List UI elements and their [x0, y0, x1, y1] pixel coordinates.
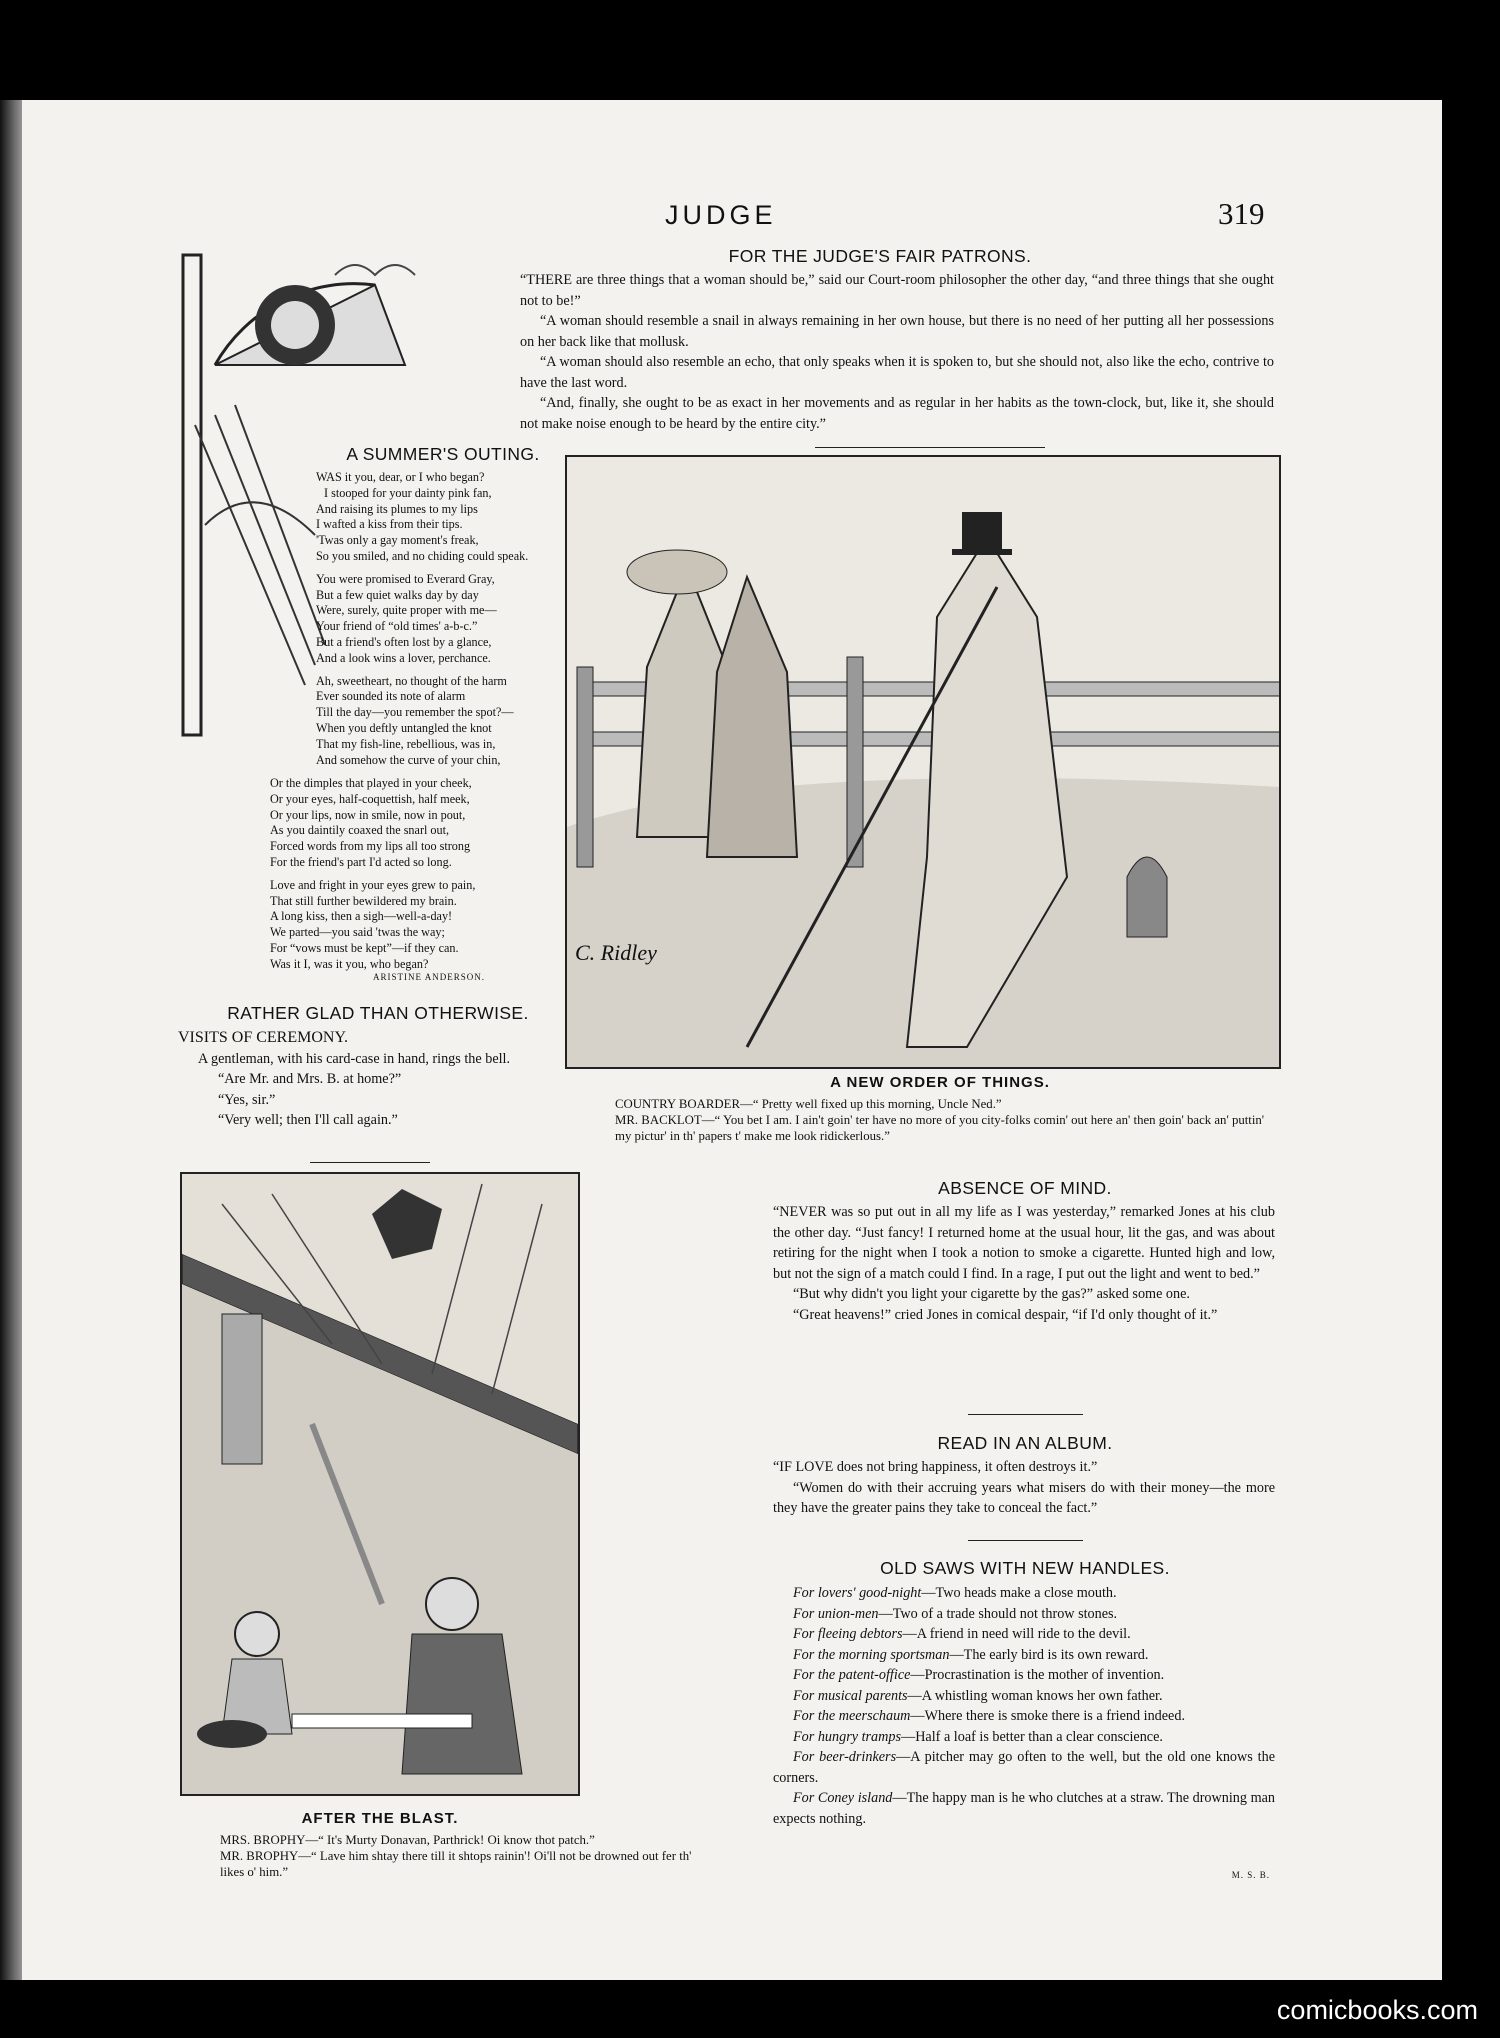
saw-text: —Two of a trade should not throw stones.: [878, 1605, 1118, 1622]
poem-line: For the friend's part I'd acted so long.: [270, 854, 452, 869]
saw-text: —Where there is smoke there is a friend indeed.: [910, 1708, 1185, 1724]
poem-line: Or the dimples that played in your cheek,: [270, 776, 472, 790]
poem-line: WAS it you, dear, or I who began?: [316, 470, 485, 484]
saw-lead: For the meerschaum: [793, 1708, 911, 1724]
album-paragraph: “Women do with their accruing years what misers do with their money—the more they have the greater pains they take to conceal the fact.”: [773, 1479, 1275, 1516]
poem-stanza: [316, 674, 576, 769]
after-blast-caption: [196, 1832, 716, 1880]
poem-line: Forced words from my lips all too strong: [270, 839, 471, 854]
rather-glad-paragraph: “Are Mr. and Mrs. B. at home?”: [218, 1071, 402, 1087]
page-number: 319: [1218, 196, 1265, 231]
after-blast-title: AFTER THE BLAST.: [301, 1810, 459, 1827]
saw-text: —Two heads make a close mouth.: [921, 1585, 1117, 1601]
poem-stanza: [316, 572, 576, 667]
poem-line: A long kiss, then a sigh—well-a-day!: [270, 909, 453, 924]
fair-patrons-text: [520, 270, 1274, 434]
divider: [310, 1162, 430, 1163]
poem-line: As you daintily coaxed the snarl out,: [270, 823, 450, 838]
list-item: [773, 1706, 1275, 1727]
old-saws-initials: M. S. B.: [1231, 1870, 1270, 1880]
masthead: JUDGE: [665, 200, 777, 230]
old-saws-title: OLD SAWS WITH NEW HANDLES.: [880, 1558, 1170, 1578]
caption-line: MR. BROPHY—“ Lave him shtay there till it shtops rainin'! Oi'll not be drowned out fer th' likes o' him.”: [220, 1849, 692, 1879]
poem-line: Were, surely, quite proper with me—: [316, 603, 497, 618]
list-item: [773, 1583, 1275, 1604]
summer-outing-title: A SUMMER'S OUTING.: [346, 444, 540, 464]
read-in-album-text: [773, 1457, 1275, 1519]
divider: [968, 1414, 1083, 1415]
divider: [968, 1540, 1083, 1541]
poem-stanza: [316, 470, 576, 565]
poem-line: But a few quiet walks day by day: [316, 587, 479, 602]
saw-lead: For lovers' good-night: [793, 1585, 922, 1601]
poem-author: ARISTINE ANDERSON.: [372, 972, 485, 982]
saw-text: —The early bird is its own reward.: [949, 1646, 1149, 1663]
caption-line: MR. BACKLOT—“ You bet I am. I ain't goin' ter have no more of you city-folks comin' out here an' then goin' back an' puttin' my pictur' in th' papers t' make me look ridickerlous.”: [615, 1113, 1265, 1143]
saw-lead: For the patent-office: [793, 1667, 911, 1683]
list-item: [773, 1645, 1275, 1666]
divider: [815, 447, 1045, 448]
absence-paragraph: “But why didn't you light your cigarette by the gas?” asked some one.: [793, 1286, 1190, 1302]
saw-lead: For union-men: [793, 1605, 879, 1622]
after-blast-cartoon-illustration: [180, 1172, 580, 1796]
poem-line: Till the day—you remember the spot?—: [316, 705, 514, 720]
poem-line: You were promised to Everard Gray,: [316, 571, 495, 586]
poem-line: Ah, sweetheart, no thought of the harm: [316, 673, 507, 688]
poem-line: But a friend's often lost by a glance,: [316, 634, 492, 649]
poem-line: Or your eyes, half-coquettish, half meek,: [270, 791, 470, 806]
list-item: [773, 1604, 1275, 1625]
read-in-album-title: READ IN AN ALBUM.: [937, 1433, 1113, 1453]
list-item: [773, 1665, 1275, 1686]
saw-text: —Half a loaf is better than a clear conscience.: [901, 1728, 1163, 1745]
caption-line: COUNTRY BOARDER—“ Pretty well fixed up this morning, Uncle Ned.”: [615, 1097, 1002, 1111]
saw-lead: For beer-drinkers: [793, 1749, 897, 1765]
poem-line: 'Twas only a gay moment's freak,: [316, 533, 479, 548]
site-watermark: comicbooks.com: [1276, 1995, 1478, 2025]
poem-line: And a look wins a lover, perchance.: [316, 650, 491, 665]
fair-patrons-paragraph: “And, finally, she ought to be as exact in her movements and as regular in her habits as the town-clock, but, like it, she should not make noise enough to be heard by the entire city.”: [520, 395, 1274, 432]
saw-text: —The happy man is he who clutches at a straw. The drowning man expects nothing.: [773, 1790, 1275, 1827]
poem-line: So you smiled, and no chiding could speak.: [316, 548, 529, 563]
poem-line: Was it I, was it you, who began?: [270, 956, 429, 971]
poem-line: When you deftly untangled the knot: [316, 720, 492, 735]
caption-line: MRS. BROPHY—“ It's Murty Donavan, Parthrick! Oi know thot patch.”: [220, 1833, 595, 1847]
poem-line: I wafted a kiss from their tips.: [316, 517, 463, 532]
artist-signature: C. Ridley: [575, 940, 657, 965]
new-order-caption: [607, 1096, 1267, 1144]
rather-glad-title: RATHER GLAD THAN OTHERWISE.: [227, 1003, 529, 1023]
summer-outing-poem-part-2: [270, 776, 510, 980]
absence-paragraph: “Great heavens!” cried Jones in comical despair, “if I'd only thought of it.”: [793, 1306, 1218, 1323]
saw-lead: For musical parents: [793, 1687, 908, 1704]
poem-line: We parted—you said 'twas the way;: [270, 925, 445, 940]
poem-line: Or your lips, now in smile, now in pout,: [270, 807, 466, 822]
saw-text: —Procrastination is the mother of invention.: [910, 1667, 1165, 1683]
absence-of-mind-text: [773, 1202, 1275, 1325]
poem-line: That my fish-line, rebellious, was in,: [316, 736, 496, 751]
poem-line: I stooped for your dainty pink fan,: [324, 485, 492, 500]
poem-line: Love and fright in your eyes grew to pain,: [270, 877, 476, 892]
saw-text: —A friend in need will ride to the devil.: [902, 1626, 1131, 1642]
rather-glad-subhead: VISITS OF CEREMONY.: [178, 1029, 348, 1046]
rather-glad-paragraph: “Very well; then I'll call again.”: [218, 1112, 398, 1128]
fair-patrons-paragraph: “A woman should also resemble an echo, that only speaks when it is spoken to, but she should not, also like the echo, contrive to have the last word.: [520, 354, 1274, 391]
poem-stanza: [270, 776, 510, 871]
list-item: [773, 1686, 1275, 1707]
list-item: [773, 1624, 1275, 1645]
rather-glad-paragraph: A gentleman, with his card-case in hand, rings the bell.: [198, 1050, 511, 1067]
list-item: [773, 1788, 1275, 1829]
album-paragraph: “IF LOVE does not bring happiness, it often destroys it.”: [773, 1459, 1098, 1475]
saw-lead: For the morning sportsman: [793, 1646, 950, 1663]
absence-paragraph: “NEVER was so put out in all my life as I was yesterday,” remarked Jones at his club the other day. “Just fancy! I returned home at the usual hour, lit the gas, and was about retiring for the night when I took a notion to smoke a cigarette. Hunted high and low, but not the sign of a match could I find. In a rage, I put out the light and went to bed.”: [773, 1204, 1275, 1282]
new-order-cartoon-illustration: [565, 455, 1281, 1069]
saw-lead: For hungry tramps: [793, 1728, 901, 1745]
fair-patrons-paragraph: “THERE are three things that a woman should be,” said our Court-room philosopher the other day, “and three things that she ought not to be!”: [520, 272, 1274, 309]
poem-stanza: [270, 878, 510, 973]
old-saws-list: [773, 1583, 1275, 1829]
absence-of-mind-title: ABSENCE OF MIND.: [938, 1178, 1112, 1198]
poem-line: And raising its plumes to my lips: [316, 501, 478, 516]
rather-glad-paragraph: “Yes, sir.”: [218, 1091, 276, 1108]
saw-text: —A pitcher may go often to the well, but the old one knows the corners.: [773, 1749, 1275, 1786]
list-item: [773, 1747, 1275, 1788]
poem-line: For “vows must be kept”—if they can.: [270, 940, 459, 955]
saw-lead: For Coney island: [793, 1790, 893, 1806]
rather-glad-text: [178, 1028, 578, 1131]
new-order-title: A NEW ORDER OF THINGS.: [830, 1074, 1050, 1091]
poem-line: Your friend of “old times' a-b-c.”: [316, 619, 478, 634]
saw-text: —A whistling woman knows her own father.: [907, 1687, 1163, 1704]
summer-outing-poem-part-1: [316, 470, 576, 775]
fair-patrons-title: FOR THE JUDGE'S FAIR PATRONS.: [728, 246, 1032, 266]
list-item: [773, 1727, 1275, 1748]
poem-line: That still further bewildered my brain.: [270, 893, 457, 908]
poem-line: Ever sounded its note of alarm: [316, 689, 466, 704]
poem-line: And somehow the curve of your chin,: [316, 752, 501, 767]
fair-patrons-paragraph: “A woman should resemble a snail in always remaining in her own house, but there is no need of her putting all her possessions on her back like that mollusk.: [520, 313, 1274, 350]
saw-lead: For fleeing debtors: [793, 1626, 903, 1642]
